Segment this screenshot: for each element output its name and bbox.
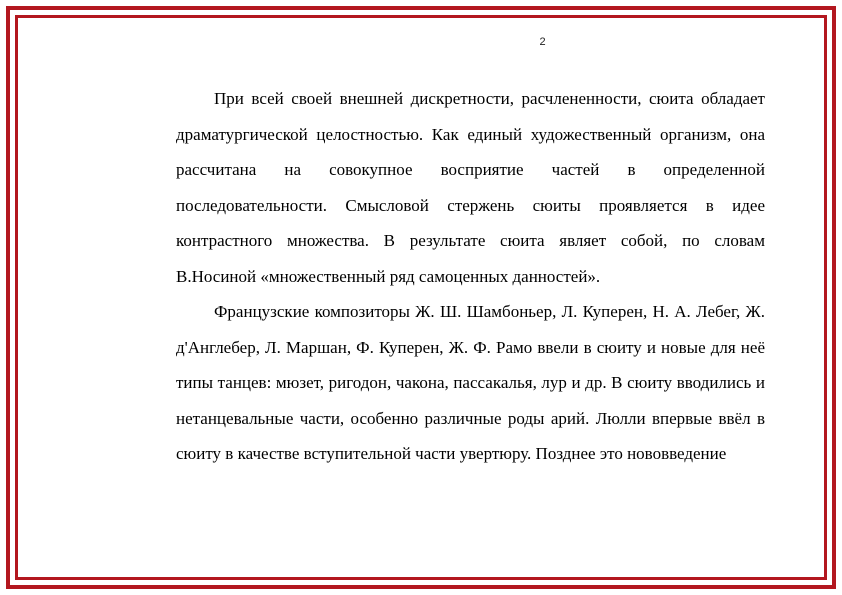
body-text: [176, 81, 765, 472]
paragraph-2: Французские композиторы Ж. Ш. Шамбоньер, Л. Куперен, Н. А. Лебег, Ж. д'Англебер, Л. Маршан, Ф. Куперен, Ж. Ф. Рамо ввели в сюиту и новые для неё типы танцев: мюзет, ригодон, чакона, пассакалья, лур и др. В сюиту вводились и нетанцевальные части, особенно различные роды арий. Люлли впервые ввёл в сюиту в качестве вступительной части увертюру. Позднее это нововведение: [176, 302, 765, 463]
page-number: 2: [539, 36, 546, 48]
paragraph-1: При всей своей внешней дискретности, расчлененности, сюита обладает драматургической целостностью. Как единый художественный организм, она рассчитана на совокупное восприятие частей в определенной последовательности. Смысловой стержень сюиты проявляется в идее контрастного множества. В результате сюита являет собой, по словам В.Носиной «множественный ряд самоценных данностей».: [176, 89, 765, 286]
